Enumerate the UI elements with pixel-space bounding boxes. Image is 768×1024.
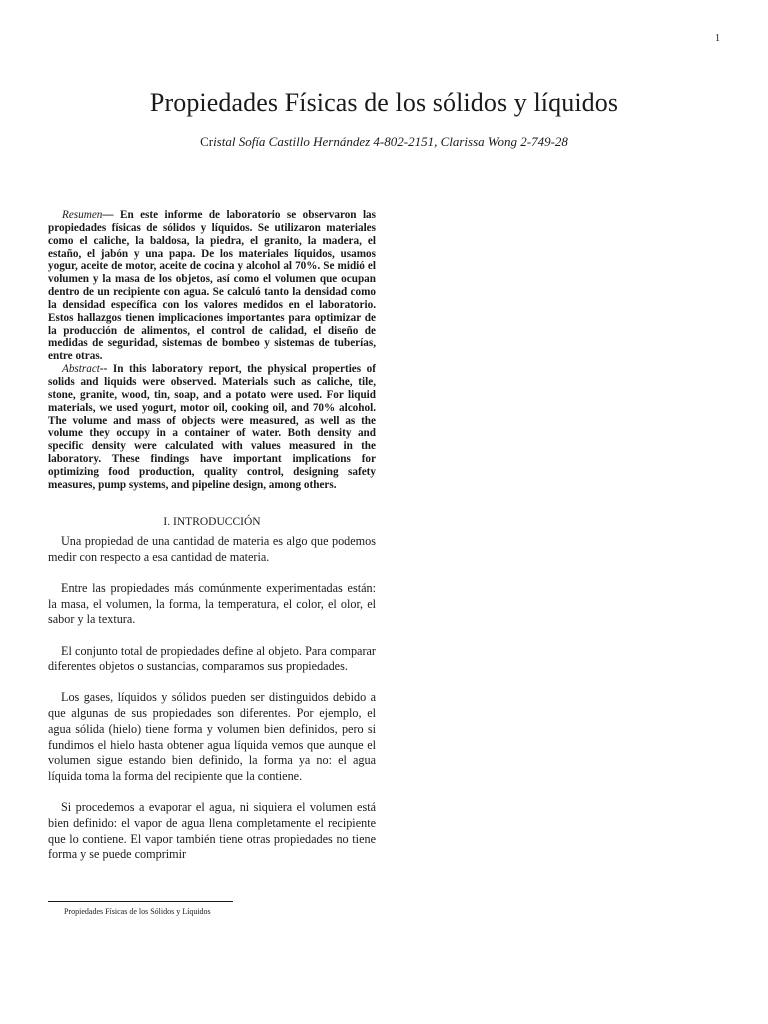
- body-text: [48, 534, 376, 878]
- section-numeral: I.: [163, 516, 174, 528]
- abstract-paragraph: [48, 363, 376, 491]
- section-first-letter: I: [173, 516, 177, 528]
- paper-title: Propiedades Físicas de los sólidos y líquidos: [149, 88, 619, 117]
- footnote-divider: [48, 901, 233, 902]
- section-heading: [48, 516, 376, 528]
- section-rest-title: NTRODUCCIÓN: [176, 516, 261, 528]
- body-paragraph: Los gases, líquidos y sólidos pueden ser distinguidos debido a que algunas de sus propiedades son diferentes. Por ejemplo, el agua sólida (hielo) tiene forma y volumen bien definidos, pero si fundimos el hielo hasta obtener agua líquida vemos que aunque el volumen sigue estando bien definido, la forma ya no: el agua líquida toma la forma del recipiente que la contiene.: [48, 690, 376, 783]
- author-prefix: Cr: [200, 134, 214, 149]
- authors-line: [0, 134, 768, 150]
- resumen-paragraph: [48, 209, 376, 363]
- resumen-text: En este informe de laboratorio se observaron las propiedades físicas de sólidos y líquidos. Se utilizaron materiales como el caliche, la baldosa, la piedra, el granito, la madera, el estaño, el jabón y una papa. De los materiales líquidos, usamos yogur, aceite de motor, aceite de cocina y alcohol al 70%. Se midió el volumen y la masa de los objetos, así como el volumen que ocupan dentro de un recipiente con agua. Se calculó tanto la densidad como la densidad específica con los valores medidos en el laboratorio. Estos hallazgos tienen implicaciones importantes para optimizar de la producción de alimentos, el control de calidad, el diseño de medidas de seguridad, sistemas de bombeo y sistemas de tuberías, entre otras.: [48, 209, 376, 363]
- body-paragraph: El conjunto total de propiedades define al objeto. Para comparar diferentes objetos o sustancias, comparamos sus propiedades.: [48, 643, 376, 674]
- abstract-text: In this laboratory report, the physical properties of solids and liquids were observed. Materials such as caliche, tile, stone, granite, wood, tin, soap, and a potato were used. For liquid materials, we used yogurt, motor oil, cooking oil, and 70% alcohol. The volume and mass of objects were measured, as well as the volume they occupy in a container of water. Both density and specific density were calculated with values measured in the laboratory. These findings have important implications for optimizing food production, quality control, designing safety measures, pump systems, and pipeline design, among others.: [48, 363, 376, 491]
- resumen-label: Resumen: [62, 209, 103, 221]
- body-paragraph: Si procedemos a evaporar el agua, ni siquiera el volumen está bien definido: el vapor de agua llena completamente el recipiente que lo contiene. El vapor también tiene otras propiedades no tiene forma y se puede comprimir: [48, 800, 376, 862]
- footnote: Propiedades Físicas de los Sólidos y Líquidos: [64, 907, 211, 916]
- author-list: istal Sofía Castillo Hernández 4-802-2151, Clarissa Wong 2-749-28: [213, 134, 568, 149]
- resumen-dash: —: [102, 209, 114, 221]
- page-number: 1: [715, 33, 720, 44]
- body-paragraph: Entre las propiedades más comúnmente experimentadas están: la masa, el volumen, la forma, la temperatura, el color, el olor, el sabor y la textura.: [48, 580, 376, 627]
- abstract-dash: --: [99, 363, 108, 376]
- abstract-label: Abstract: [62, 363, 100, 376]
- body-paragraph: Una propiedad de una cantidad de materia es algo que podemos medir con respecto a esa cantidad de materia.: [48, 534, 376, 564]
- abstract-block: [48, 209, 376, 492]
